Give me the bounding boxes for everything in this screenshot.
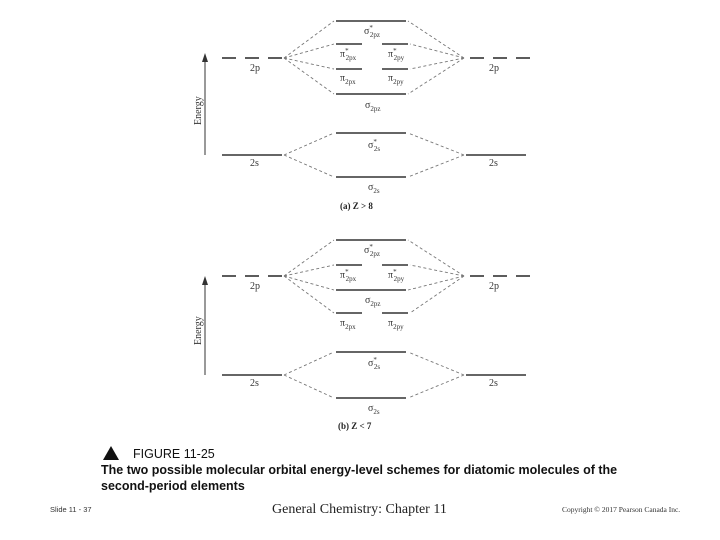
orbital-pi-2px-a: $\pi_{2px}$: [340, 73, 356, 86]
orbital-pi-2py-a: $\pi_{2py}$: [388, 73, 404, 86]
orbital-sigma-2pz-a: $\sigma_{2pz}$: [365, 100, 381, 113]
orbital-pi-2py-b: $\pi_{2py}$: [388, 318, 404, 331]
orbital-sigma-2pz-b: $\sigma_{2pz}$: [365, 295, 381, 308]
label-2s-right-a: 2s: [489, 158, 498, 169]
panel-b-caption: (b) Z < 7: [338, 421, 372, 431]
orbital-pi-star-2px-a: π* 2px: [340, 47, 357, 62]
orbital-sigma-star-2s-b: σ* 2s: [368, 356, 381, 371]
orbital-pi-star-2py-a: π* 2py: [388, 47, 405, 62]
panel-b: [193, 240, 530, 431]
label-2p-right-b: 2p: [489, 281, 499, 292]
panel-a: [193, 21, 530, 211]
energy-label-b: Energy: [193, 316, 204, 345]
label-2p-right-a: 2p: [489, 63, 499, 74]
footer-title: General Chemistry: Chapter 11: [272, 502, 447, 517]
figure-caption: [101, 446, 621, 494]
orbital-sigma-star-2pz-b: σ* 2pz: [364, 243, 380, 258]
figure-number: FIGURE 11-25: [133, 447, 215, 461]
energy-arrow-b: [202, 276, 208, 285]
label-2s-right-b: 2s: [489, 378, 498, 389]
energy-arrow-a: [202, 53, 208, 62]
orbital-sigma-star-2s-a: σ* 2s: [368, 138, 381, 153]
orbital-sigma-2s-b: $\sigma_{2s}$: [368, 403, 380, 416]
figure-description: The two possible molecular orbital energy-level schemes for diatomic molecules of the second-period elements: [101, 463, 618, 493]
orbital-sigma-2s-a: $\sigma_{2s}$: [368, 182, 380, 195]
copyright: Copyright © 2017 Pearson Canada Inc.: [562, 505, 681, 514]
label-2s-left-b: 2s: [250, 378, 259, 389]
energy-label-a: Energy: [193, 96, 204, 125]
panel-a-caption: (a) Z > 8: [340, 201, 373, 211]
slide-number: Slide 11 - 37: [50, 505, 92, 514]
orbital-pi-2px-b: $\pi_{2px}$: [340, 318, 356, 331]
orbital-pi-star-2py-b: π* 2py: [388, 268, 405, 283]
orbital-pi-star-2px-b: π* 2px: [340, 268, 357, 283]
label-2p-left-a: 2p: [250, 63, 260, 74]
label-2p-left-b: 2p: [250, 281, 260, 292]
orbital-sigma-star-2pz-a: σ* 2pz: [364, 24, 380, 39]
label-2s-left-a: 2s: [250, 158, 259, 169]
